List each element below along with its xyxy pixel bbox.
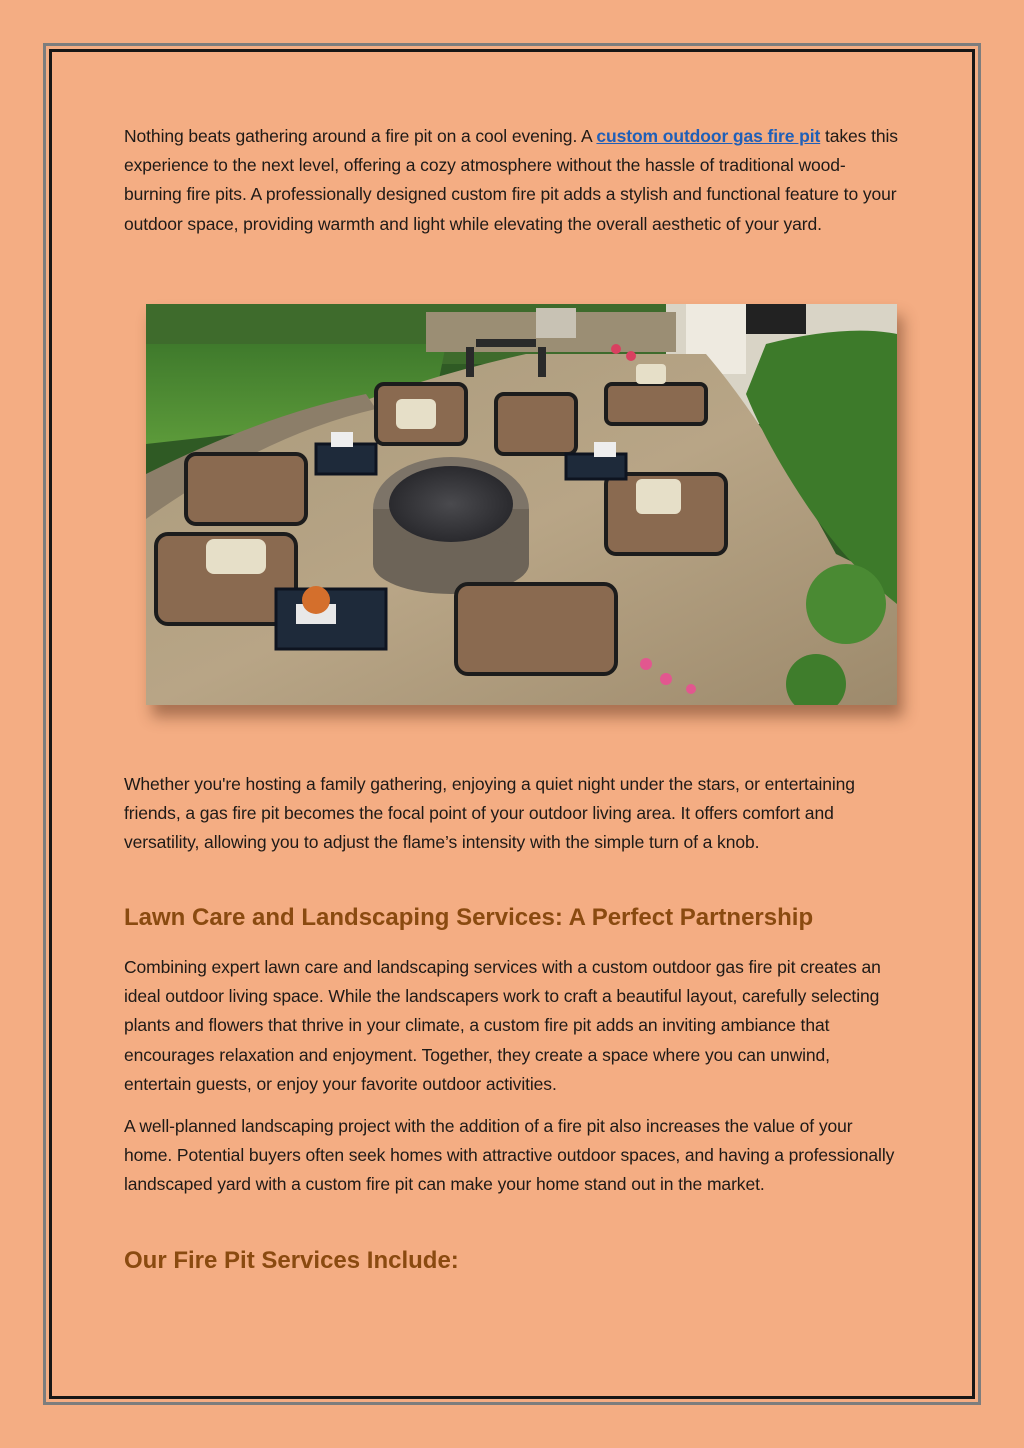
services-heading: Our Fire Pit Services Include: xyxy=(124,1247,459,1274)
patio-fire-pit-photo xyxy=(146,304,897,705)
custom-fire-pit-link[interactable]: custom outdoor gas fire pit xyxy=(596,126,821,146)
home-value-paragraph: A well-planned landscaping project with the addition of a fire pit also increases the value of your home. Potential buyers often seek homes with attractive outdoor spaces, and having a professionally landscaped yard with a custom fire pit can make your home stand out in the market. xyxy=(124,1116,895,1195)
landscaping-paragraph: Combining expert lawn care and landscaping services with a custom outdoor gas fire pit creates an ideal outdoor living space. While the landscapers work to craft a beautiful layout, carefully selecting plants and flowers that thrive in your climate, a custom fire pit adds an inviting ambiance that encourages relaxation and enjoyment. Together, they create a space where you can unwind, entertain guests, or enjoy your favorite outdoor activities. xyxy=(124,957,881,1094)
intro-text-before-link: Nothing beats gathering around a fire pit on a cool evening. A xyxy=(124,126,597,146)
intro-text-after-link: takes this experience to the next level, offering a cozy atmosphere without the hassle of traditional wood-burning fire pits. A professionally designed custom fire pit adds a stylish and functional feature to your outdoor space, providing warmth and light while elevating the overall aesthetic of your yard. xyxy=(124,126,898,234)
lawn-care-heading: Lawn Care and Landscaping Services: A Perfect Partnership xyxy=(124,904,814,931)
hosting-paragraph: Whether you're hosting a family gathering, enjoying a quiet night under the stars, or entertaining friends, a gas fire pit becomes the focal point of your outdoor living area. It offers comfort and versatility, allowing you to adjust the flame’s intensity with the simple turn of a knob. xyxy=(124,774,855,853)
intro-paragraph xyxy=(124,122,899,239)
